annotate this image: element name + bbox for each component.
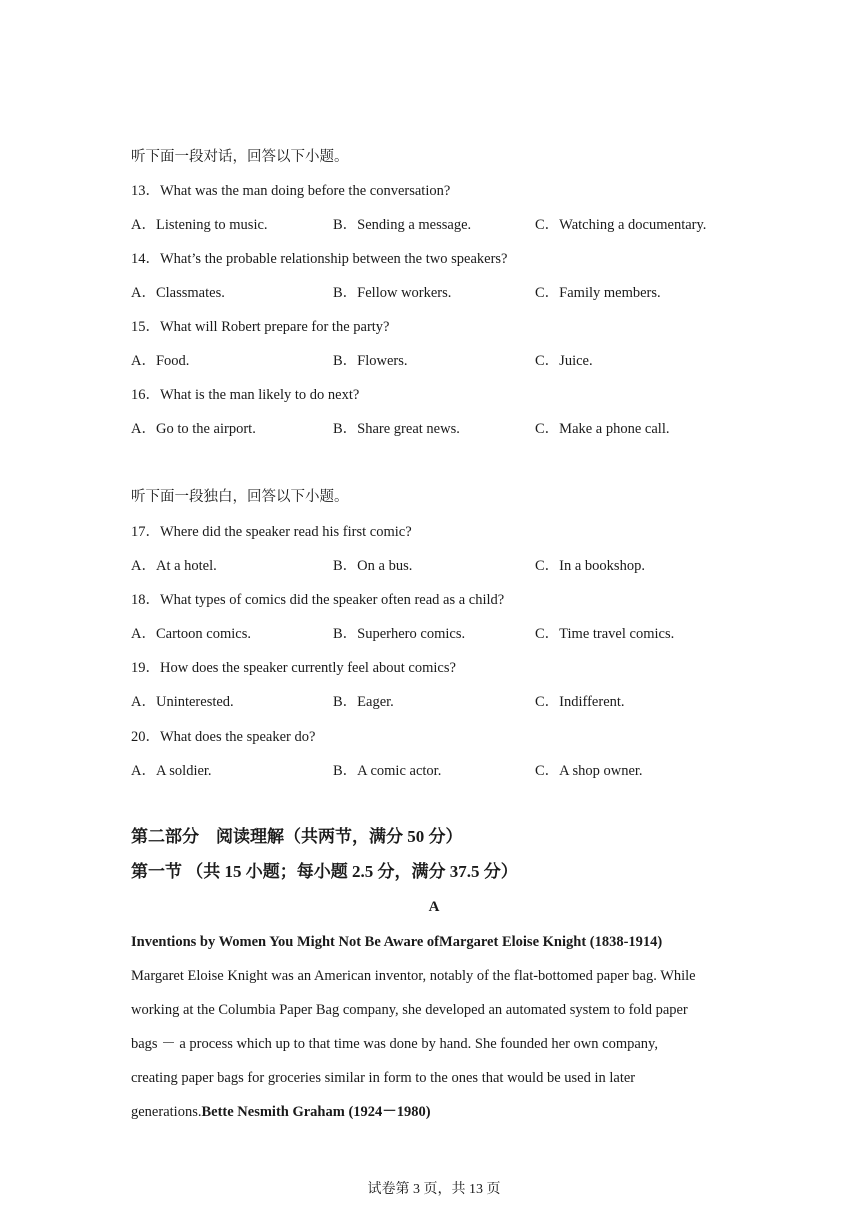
question-19-option-a: A．Uninterested. <box>131 694 234 710</box>
question-20-option-a: A．A soldier. <box>131 763 212 779</box>
question-16-stem: 16．What is the man likely to do next? <box>131 387 360 403</box>
question-20-option-c: C．A shop owner. <box>535 763 643 779</box>
question-14-option-b: B．Fellow workers. <box>333 285 452 301</box>
passage-label: A <box>428 899 440 915</box>
question-14-option-c: C．Family members. <box>535 285 661 301</box>
dialogue-instruction: 听下面一段对话，回答以下小题。 <box>131 149 349 165</box>
passage-line-2: working at the Columbia Paper Bag company, she developed an automated system to fold paper <box>131 1002 688 1018</box>
question-17-stem: 17．Where did the speaker read his first comic? <box>131 524 412 540</box>
question-16-option-c: C．Make a phone call. <box>535 421 670 437</box>
question-15-option-b: B．Flowers. <box>333 353 408 369</box>
question-17-option-b: B．On a bus. <box>333 558 413 574</box>
passage-title: Inventions by Women You Might Not Be Aware ofMargaret Eloise Knight (1838-1914) <box>131 934 663 950</box>
question-13-option-c: C．Watching a documentary. <box>535 217 707 233</box>
question-15-stem: 15．What will Robert prepare for the party? <box>131 319 390 335</box>
question-18-option-c: C．Time travel comics. <box>535 626 675 642</box>
passage-line-5-text: generations. <box>131 1104 202 1120</box>
question-16-option-b: B．Share great news. <box>333 421 460 437</box>
question-13-option-a: A．Listening to music. <box>131 217 268 233</box>
question-14-stem: 14．What’s the probable relationship between the two speakers? <box>131 251 508 267</box>
passage-line-1: Margaret Eloise Knight was an American inventor, notably of the flat-bottomed paper bag. While <box>131 968 696 984</box>
question-20-stem: 20．What does the speaker do? <box>131 729 316 745</box>
question-16-option-a: A．Go to the airport. <box>131 421 256 437</box>
question-17-option-a: A．At a hotel. <box>131 558 217 574</box>
section1-heading: 第一节 （共 15 小题；每小题 2.5 分，满分 37.5 分） <box>131 862 518 881</box>
question-18-option-b: B．Superhero comics. <box>333 626 466 642</box>
question-17-option-c: C．In a bookshop. <box>535 558 645 574</box>
monologue-instruction: 听下面一段独白，回答以下小题。 <box>131 489 349 505</box>
question-18-option-a: A．Cartoon comics. <box>131 626 252 642</box>
passage-line-3: bags － a process which up to that time was done by hand. She founded her own company, <box>131 1036 658 1052</box>
question-19-option-c: C．Indifferent. <box>535 694 625 710</box>
part2-heading: 第二部分 阅读理解（共两节，满分 50 分） <box>131 827 463 846</box>
question-15-option-a: A．Food. <box>131 353 190 369</box>
passage-line-4: creating paper bags for groceries similar in form to the ones that would be used in later <box>131 1070 636 1086</box>
question-13-stem: 13．What was the man doing before the conversation? <box>131 183 451 199</box>
question-14-option-a: A．Classmates. <box>131 285 225 301</box>
passage-line-5 <box>131 1103 431 1121</box>
question-15-option-c: C．Juice. <box>535 353 593 369</box>
question-19-stem: 19．How does the speaker currently feel about comics? <box>131 660 456 676</box>
question-13-option-b: B．Sending a message. <box>333 217 472 233</box>
subheading-bette-graham: Bette Nesmith Graham (1924－1980) <box>201 1104 431 1120</box>
question-19-option-b: B．Eager. <box>333 694 394 710</box>
page-footer: 试卷第 3 页，共 13 页 <box>367 1182 501 1197</box>
question-18-stem: 18．What types of comics did the speaker often read as a child? <box>131 592 505 608</box>
question-20-option-b: B．A comic actor. <box>333 763 442 779</box>
